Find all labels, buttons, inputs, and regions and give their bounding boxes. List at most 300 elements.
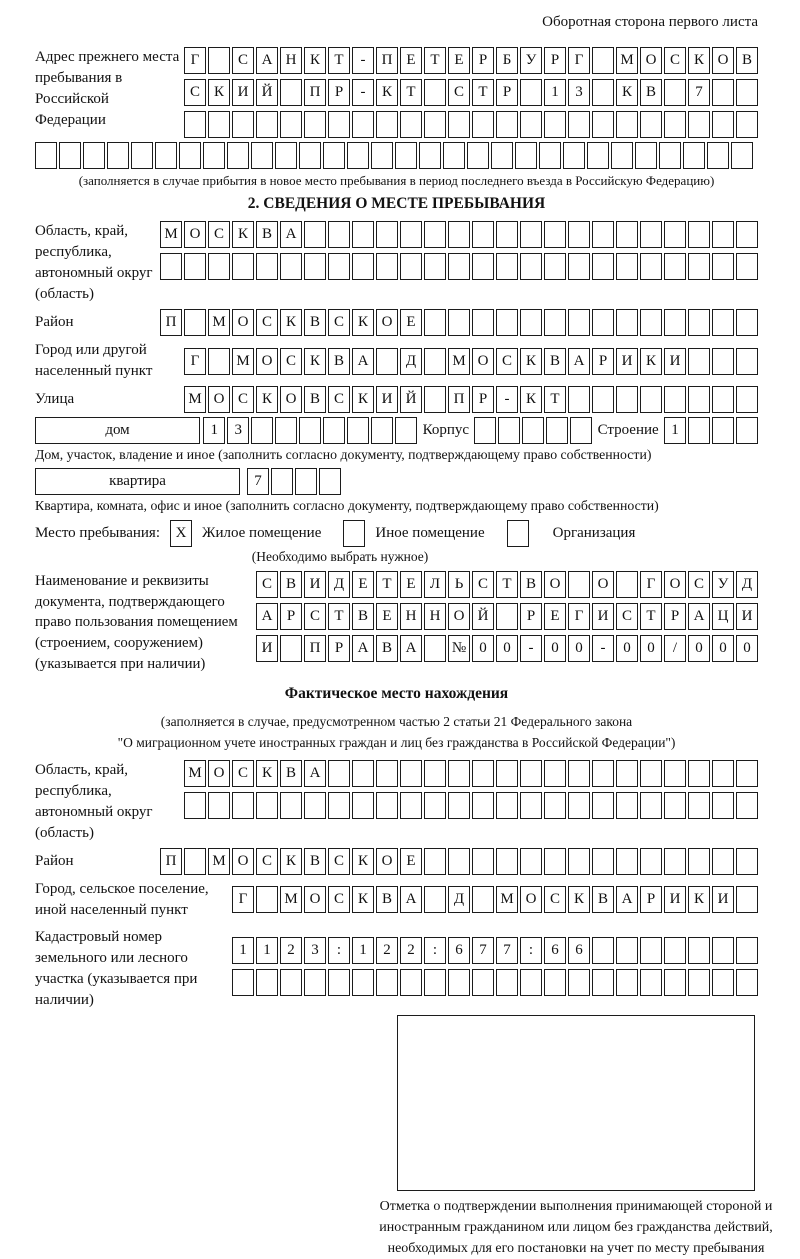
char-box[interactable] xyxy=(640,969,662,996)
char-box[interactable]: К xyxy=(376,79,398,106)
char-box[interactable]: С xyxy=(232,760,254,787)
char-box[interactable] xyxy=(203,142,225,169)
char-box[interactable]: К xyxy=(616,79,638,106)
char-box[interactable]: № xyxy=(448,635,470,662)
char-box[interactable]: О xyxy=(448,603,470,630)
char-box[interactable] xyxy=(664,760,686,787)
char-box[interactable] xyxy=(592,760,614,787)
char-box[interactable] xyxy=(155,142,177,169)
char-box[interactable]: К xyxy=(304,47,326,74)
char-box[interactable] xyxy=(496,969,518,996)
char-box[interactable] xyxy=(544,221,566,248)
char-box[interactable] xyxy=(472,848,494,875)
char-box[interactable] xyxy=(712,969,734,996)
char-box[interactable]: Е xyxy=(352,571,374,598)
char-box[interactable] xyxy=(659,142,681,169)
char-box[interactable] xyxy=(424,969,446,996)
char-box[interactable] xyxy=(568,571,590,598)
char-box[interactable] xyxy=(496,253,518,280)
char-box[interactable] xyxy=(688,760,710,787)
char-box[interactable] xyxy=(736,417,758,444)
char-box[interactable]: С xyxy=(448,79,470,106)
char-box[interactable] xyxy=(520,848,542,875)
char-box[interactable]: И xyxy=(232,79,254,106)
char-box[interactable]: Д xyxy=(448,886,470,913)
char-box[interactable] xyxy=(448,309,470,336)
char-box[interactable] xyxy=(376,969,398,996)
char-box[interactable] xyxy=(376,760,398,787)
char-box[interactable]: В xyxy=(304,386,326,413)
char-box[interactable]: О xyxy=(712,47,734,74)
char-box[interactable]: К xyxy=(352,848,374,875)
char-box[interactable]: С xyxy=(616,603,638,630)
char-box[interactable] xyxy=(640,221,662,248)
char-box[interactable]: У xyxy=(520,47,542,74)
char-box[interactable] xyxy=(280,79,302,106)
char-box[interactable] xyxy=(568,792,590,819)
char-box[interactable] xyxy=(208,111,230,138)
char-box[interactable] xyxy=(184,309,206,336)
char-box[interactable] xyxy=(496,603,518,630)
char-box[interactable]: 1 xyxy=(232,937,254,964)
char-box[interactable] xyxy=(323,142,345,169)
char-box[interactable] xyxy=(328,792,350,819)
char-box[interactable]: И xyxy=(736,603,758,630)
char-box[interactable]: - xyxy=(592,635,614,662)
char-box[interactable]: М xyxy=(496,886,518,913)
char-box[interactable] xyxy=(544,792,566,819)
char-box[interactable]: - xyxy=(352,79,374,106)
char-box[interactable]: Т xyxy=(472,79,494,106)
char-box[interactable] xyxy=(712,221,734,248)
char-box[interactable]: Т xyxy=(640,603,662,630)
char-box[interactable] xyxy=(611,142,633,169)
char-box[interactable]: С xyxy=(664,47,686,74)
char-box[interactable]: Д xyxy=(328,571,350,598)
char-box[interactable] xyxy=(498,417,520,444)
char-box[interactable]: И xyxy=(664,886,686,913)
char-box[interactable] xyxy=(328,760,350,787)
char-box[interactable]: Г xyxy=(568,47,590,74)
char-box[interactable] xyxy=(712,79,734,106)
char-box[interactable]: К xyxy=(232,221,254,248)
char-box[interactable] xyxy=(640,386,662,413)
char-box[interactable] xyxy=(664,386,686,413)
char-box[interactable]: В xyxy=(520,571,542,598)
char-box[interactable]: В xyxy=(328,348,350,375)
char-box[interactable]: Е xyxy=(376,603,398,630)
char-box[interactable] xyxy=(280,253,302,280)
char-box[interactable] xyxy=(328,111,350,138)
char-box[interactable] xyxy=(352,111,374,138)
char-box[interactable] xyxy=(688,111,710,138)
char-box[interactable]: М xyxy=(280,886,302,913)
char-box[interactable] xyxy=(736,792,758,819)
char-box[interactable]: Т xyxy=(376,571,398,598)
char-box[interactable] xyxy=(520,309,542,336)
char-box[interactable]: 0 xyxy=(544,635,566,662)
char-box[interactable] xyxy=(568,969,590,996)
char-box[interactable] xyxy=(592,792,614,819)
char-box[interactable] xyxy=(280,792,302,819)
char-box[interactable] xyxy=(592,309,614,336)
char-box[interactable]: В xyxy=(376,886,398,913)
char-box[interactable]: В xyxy=(280,760,302,787)
char-box[interactable] xyxy=(688,792,710,819)
char-box[interactable] xyxy=(448,111,470,138)
char-box[interactable]: 1 xyxy=(664,417,686,444)
char-box[interactable]: Н xyxy=(400,603,422,630)
char-box[interactable]: 0 xyxy=(712,635,734,662)
char-box[interactable] xyxy=(208,47,230,74)
char-box[interactable]: П xyxy=(160,309,182,336)
char-box[interactable]: 0 xyxy=(736,635,758,662)
char-box[interactable]: 7 xyxy=(688,79,710,106)
char-box[interactable] xyxy=(664,309,686,336)
char-box[interactable] xyxy=(424,635,446,662)
char-box[interactable]: С xyxy=(328,309,350,336)
char-box[interactable] xyxy=(592,221,614,248)
char-box[interactable] xyxy=(256,969,278,996)
char-box[interactable]: К xyxy=(352,309,374,336)
char-box[interactable] xyxy=(448,760,470,787)
char-box[interactable] xyxy=(208,792,230,819)
char-box[interactable] xyxy=(376,111,398,138)
char-box[interactable] xyxy=(592,253,614,280)
char-box[interactable] xyxy=(640,253,662,280)
char-box[interactable]: И xyxy=(256,635,278,662)
char-box[interactable]: К xyxy=(304,348,326,375)
char-box[interactable] xyxy=(592,386,614,413)
char-box[interactable] xyxy=(520,792,542,819)
char-box[interactable] xyxy=(319,468,341,495)
char-box[interactable] xyxy=(328,221,350,248)
char-box[interactable] xyxy=(107,142,129,169)
checkbox-zhiloe[interactable]: X xyxy=(170,520,192,547)
char-box[interactable]: О xyxy=(520,886,542,913)
char-box[interactable] xyxy=(208,253,230,280)
char-box[interactable] xyxy=(688,348,710,375)
char-box[interactable] xyxy=(251,142,273,169)
char-box[interactable]: Р xyxy=(280,603,302,630)
char-box[interactable] xyxy=(736,348,758,375)
char-box[interactable] xyxy=(683,142,705,169)
char-box[interactable] xyxy=(544,760,566,787)
char-box[interactable]: А xyxy=(352,635,374,662)
char-box[interactable] xyxy=(640,848,662,875)
char-box[interactable]: В xyxy=(640,79,662,106)
char-box[interactable]: В xyxy=(592,886,614,913)
checkbox-organizatsiya[interactable] xyxy=(507,520,529,547)
char-box[interactable] xyxy=(83,142,105,169)
char-box[interactable] xyxy=(515,142,537,169)
char-box[interactable]: Е xyxy=(400,47,422,74)
char-box[interactable]: О xyxy=(256,348,278,375)
char-box[interactable]: В xyxy=(304,848,326,875)
char-box[interactable]: 0 xyxy=(688,635,710,662)
char-box[interactable] xyxy=(275,142,297,169)
char-box[interactable]: К xyxy=(208,79,230,106)
char-box[interactable] xyxy=(712,937,734,964)
char-box[interactable]: С xyxy=(472,571,494,598)
char-box[interactable] xyxy=(472,221,494,248)
char-box[interactable]: С xyxy=(544,886,566,913)
char-box[interactable]: Ц xyxy=(712,603,734,630)
char-box[interactable]: И xyxy=(376,386,398,413)
char-box[interactable] xyxy=(448,848,470,875)
char-box[interactable] xyxy=(736,221,758,248)
char-box[interactable]: К xyxy=(688,886,710,913)
char-box[interactable]: Г xyxy=(184,47,206,74)
char-box[interactable] xyxy=(496,111,518,138)
char-box[interactable]: А xyxy=(280,221,302,248)
char-box[interactable]: А xyxy=(400,886,422,913)
char-box[interactable] xyxy=(664,221,686,248)
char-box[interactable]: С xyxy=(256,571,278,598)
char-box[interactable]: 3 xyxy=(568,79,590,106)
char-box[interactable]: У xyxy=(712,571,734,598)
char-box[interactable]: 1 xyxy=(352,937,374,964)
char-box[interactable] xyxy=(635,142,657,169)
char-box[interactable] xyxy=(424,221,446,248)
char-box[interactable] xyxy=(304,111,326,138)
char-box[interactable]: 3 xyxy=(227,417,249,444)
char-box[interactable]: Н xyxy=(280,47,302,74)
char-box[interactable]: А xyxy=(568,348,590,375)
char-box[interactable]: 0 xyxy=(640,635,662,662)
char-box[interactable] xyxy=(568,386,590,413)
char-box[interactable] xyxy=(256,886,278,913)
char-box[interactable]: Р xyxy=(472,47,494,74)
char-box[interactable] xyxy=(688,253,710,280)
char-box[interactable]: 6 xyxy=(568,937,590,964)
char-box[interactable] xyxy=(448,253,470,280)
char-box[interactable] xyxy=(448,221,470,248)
char-box[interactable]: Р xyxy=(664,603,686,630)
char-box[interactable]: О xyxy=(592,571,614,598)
char-box[interactable]: Р xyxy=(520,603,542,630)
char-box[interactable]: 6 xyxy=(448,937,470,964)
char-box[interactable] xyxy=(712,348,734,375)
char-box[interactable]: О xyxy=(544,571,566,598)
char-box[interactable] xyxy=(352,221,374,248)
char-box[interactable]: 3 xyxy=(304,937,326,964)
char-box[interactable]: М xyxy=(184,386,206,413)
char-box[interactable] xyxy=(424,309,446,336)
char-box[interactable] xyxy=(472,111,494,138)
char-box[interactable] xyxy=(232,792,254,819)
char-box[interactable] xyxy=(208,348,230,375)
char-box[interactable]: 0 xyxy=(496,635,518,662)
char-box[interactable] xyxy=(616,386,638,413)
char-box[interactable]: О xyxy=(664,571,686,598)
char-box[interactable] xyxy=(563,142,585,169)
char-box[interactable]: 2 xyxy=(280,937,302,964)
char-box[interactable]: И xyxy=(616,348,638,375)
char-box[interactable]: 2 xyxy=(376,937,398,964)
char-box[interactable]: М xyxy=(184,760,206,787)
char-box[interactable] xyxy=(323,417,345,444)
char-box[interactable] xyxy=(400,221,422,248)
char-box[interactable] xyxy=(304,792,326,819)
char-box[interactable] xyxy=(520,969,542,996)
char-box[interactable] xyxy=(395,142,417,169)
char-box[interactable] xyxy=(568,111,590,138)
char-box[interactable]: П xyxy=(448,386,470,413)
char-box[interactable]: О xyxy=(472,348,494,375)
char-box[interactable] xyxy=(568,309,590,336)
char-box[interactable]: А xyxy=(304,760,326,787)
char-box[interactable] xyxy=(448,792,470,819)
char-box[interactable]: И xyxy=(712,886,734,913)
char-box[interactable] xyxy=(592,47,614,74)
char-box[interactable] xyxy=(664,848,686,875)
char-box[interactable] xyxy=(640,760,662,787)
char-box[interactable]: С xyxy=(280,348,302,375)
char-box[interactable]: М xyxy=(616,47,638,74)
char-box[interactable] xyxy=(328,253,350,280)
char-box[interactable]: А xyxy=(256,47,278,74)
char-box[interactable] xyxy=(376,221,398,248)
char-box[interactable] xyxy=(472,886,494,913)
char-box[interactable] xyxy=(131,142,153,169)
char-box[interactable]: В xyxy=(736,47,758,74)
char-box[interactable] xyxy=(520,221,542,248)
char-box[interactable]: Д xyxy=(400,348,422,375)
char-box[interactable]: К xyxy=(352,386,374,413)
char-box[interactable]: К xyxy=(280,848,302,875)
char-box[interactable] xyxy=(472,969,494,996)
char-box[interactable]: Т xyxy=(328,603,350,630)
char-box[interactable]: Т xyxy=(424,47,446,74)
char-box[interactable]: В xyxy=(304,309,326,336)
char-box[interactable] xyxy=(424,111,446,138)
char-box[interactable] xyxy=(664,969,686,996)
char-box[interactable] xyxy=(227,142,249,169)
char-box[interactable]: С xyxy=(256,848,278,875)
char-box[interactable] xyxy=(736,760,758,787)
char-box[interactable] xyxy=(400,760,422,787)
char-box[interactable] xyxy=(664,937,686,964)
char-box[interactable] xyxy=(304,253,326,280)
char-box[interactable] xyxy=(736,79,758,106)
char-box[interactable] xyxy=(280,111,302,138)
char-box[interactable]: Р xyxy=(328,79,350,106)
char-box[interactable] xyxy=(616,760,638,787)
char-box[interactable] xyxy=(280,969,302,996)
char-box[interactable] xyxy=(688,969,710,996)
char-box[interactable] xyxy=(376,792,398,819)
char-box[interactable]: С xyxy=(688,571,710,598)
char-box[interactable]: О xyxy=(280,386,302,413)
char-box[interactable]: О xyxy=(232,309,254,336)
char-box[interactable] xyxy=(520,760,542,787)
char-box[interactable] xyxy=(592,79,614,106)
char-box[interactable] xyxy=(736,253,758,280)
char-box[interactable]: Л xyxy=(424,571,446,598)
char-box[interactable] xyxy=(443,142,465,169)
char-box[interactable] xyxy=(568,253,590,280)
char-box[interactable] xyxy=(640,309,662,336)
char-box[interactable] xyxy=(592,848,614,875)
char-box[interactable] xyxy=(352,969,374,996)
char-box[interactable] xyxy=(491,142,513,169)
char-box[interactable]: С xyxy=(328,886,350,913)
char-box[interactable] xyxy=(640,792,662,819)
char-box[interactable]: А xyxy=(352,348,374,375)
char-box[interactable] xyxy=(256,792,278,819)
char-box[interactable] xyxy=(712,760,734,787)
char-box[interactable] xyxy=(400,111,422,138)
char-box[interactable]: О xyxy=(376,309,398,336)
char-box[interactable] xyxy=(688,848,710,875)
char-box[interactable]: А xyxy=(688,603,710,630)
char-box[interactable] xyxy=(371,142,393,169)
char-box[interactable]: - xyxy=(352,47,374,74)
char-box[interactable] xyxy=(688,417,710,444)
char-box[interactable]: 0 xyxy=(568,635,590,662)
char-box[interactable]: К xyxy=(568,886,590,913)
char-box[interactable] xyxy=(664,792,686,819)
char-box[interactable]: / xyxy=(664,635,686,662)
char-box[interactable] xyxy=(712,111,734,138)
char-box[interactable] xyxy=(546,417,568,444)
char-box[interactable] xyxy=(736,886,758,913)
char-box[interactable]: А xyxy=(400,635,422,662)
char-box[interactable] xyxy=(568,221,590,248)
char-box[interactable]: В xyxy=(544,348,566,375)
char-box[interactable]: С xyxy=(232,47,254,74)
char-box[interactable]: П xyxy=(304,79,326,106)
char-box[interactable]: П xyxy=(304,635,326,662)
char-box[interactable] xyxy=(736,309,758,336)
char-box[interactable] xyxy=(424,886,446,913)
char-box[interactable]: С xyxy=(304,603,326,630)
char-box[interactable] xyxy=(424,79,446,106)
char-box[interactable]: И xyxy=(592,603,614,630)
char-box[interactable]: 1 xyxy=(256,937,278,964)
char-box[interactable]: С xyxy=(208,221,230,248)
char-box[interactable] xyxy=(496,792,518,819)
char-box[interactable] xyxy=(472,309,494,336)
char-box[interactable] xyxy=(712,253,734,280)
char-box[interactable]: : xyxy=(520,937,542,964)
char-box[interactable] xyxy=(568,848,590,875)
char-box[interactable] xyxy=(347,142,369,169)
char-box[interactable]: М xyxy=(208,848,230,875)
char-box[interactable] xyxy=(688,937,710,964)
char-box[interactable] xyxy=(544,969,566,996)
char-box[interactable]: И xyxy=(664,348,686,375)
char-box[interactable] xyxy=(616,221,638,248)
char-box[interactable] xyxy=(616,111,638,138)
char-box[interactable] xyxy=(352,253,374,280)
char-box[interactable]: Е xyxy=(448,47,470,74)
char-box[interactable]: Р xyxy=(496,79,518,106)
char-box[interactable] xyxy=(232,969,254,996)
char-box[interactable] xyxy=(184,792,206,819)
char-box[interactable]: В xyxy=(256,221,278,248)
char-box[interactable]: 7 xyxy=(472,937,494,964)
char-box[interactable] xyxy=(539,142,561,169)
char-box[interactable] xyxy=(640,111,662,138)
char-box[interactable] xyxy=(352,760,374,787)
char-box[interactable] xyxy=(35,142,57,169)
char-box[interactable]: К xyxy=(520,386,542,413)
char-box[interactable]: Р xyxy=(328,635,350,662)
char-box[interactable]: - xyxy=(496,386,518,413)
char-box[interactable]: О xyxy=(376,848,398,875)
